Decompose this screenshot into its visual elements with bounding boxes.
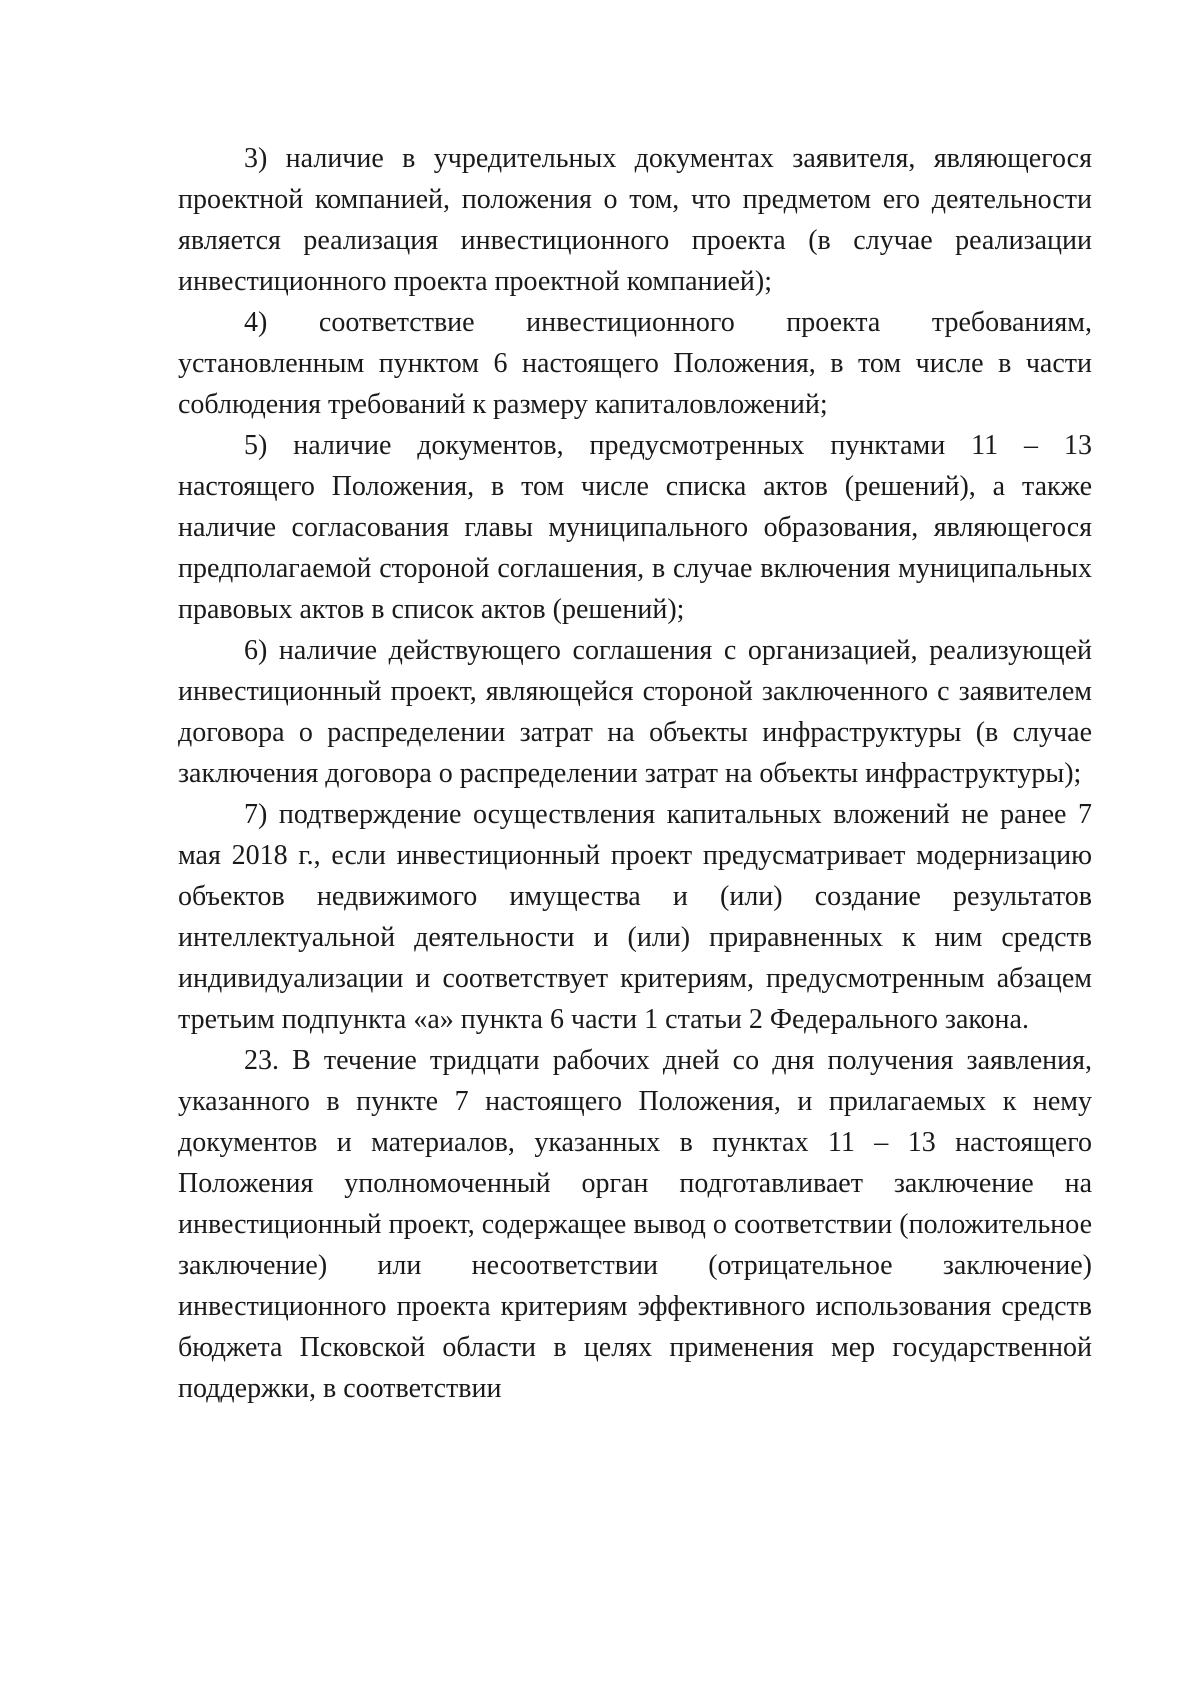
paragraph-clause-23: 23. В течение тридцати рабочих дней со дня получения заявления, указанного в пункте 7 настоящего Положения, и прилагаемых к нему документов и материалов, указанных в пунктах 11 – 13 настоящего Положения уполномоченный орган подготавливает заключение на инвестиционный проект, содержащее вывод о соответствии (положительное заключение) или несоответствии (отрицательное заключение) инвестиционного проекта критериям эффективного использования средств бюджета Псковской области в целях применения мер государственной поддержки, в соответствии	[178, 1045, 1092, 1404]
paragraph-item-4: 4) соответствие инвестиционного проекта требованиям, установленным пунктом 6 настоящего Положения, в том числе в части соблюдения требований к размеру капиталовложений;	[178, 307, 1092, 420]
document-body	[178, 138, 1092, 1409]
paragraph-item-3: 3) наличие в учредительных документах заявителя, являющегося проектной компанией, положения о том, что предметом его деятельности является реализация инвестиционного проекта (в случае реализации инвестиционного проекта проектной компанией);	[178, 143, 1092, 297]
paragraph-item-5: 5) наличие документов, предусмотренных пунктами 11 – 13 настоящего Положения, в том числе списка актов (решений), а также наличие согласования главы муниципального образования, являющегося предполагаемой стороной соглашения, в случае включения муниципальных правовых актов в список актов (решений);	[178, 430, 1092, 625]
paragraph-item-6: 6) наличие действующего соглашения с организацией, реализующей инвестиционный проект, являющейся стороной заключенного с заявителем договора о распределении затрат на объекты инфраструктуры (в случае заключения договора о распределении затрат на объекты инфраструктуры);	[178, 635, 1092, 789]
paragraph-item-7: 7) подтверждение осуществления капитальных вложений не ранее 7 мая 2018 г., если инвестиционный проект предусматривает модернизацию объектов недвижимого имущества и (или) создание результатов интеллектуальной деятельности и (или) приравненных к ним средств индивидуализации и соответствует критериям, предусмотренным абзацем третьим подпункта «а» пункта 6 части 1 статьи 2 Федерального закона.	[178, 799, 1092, 1035]
